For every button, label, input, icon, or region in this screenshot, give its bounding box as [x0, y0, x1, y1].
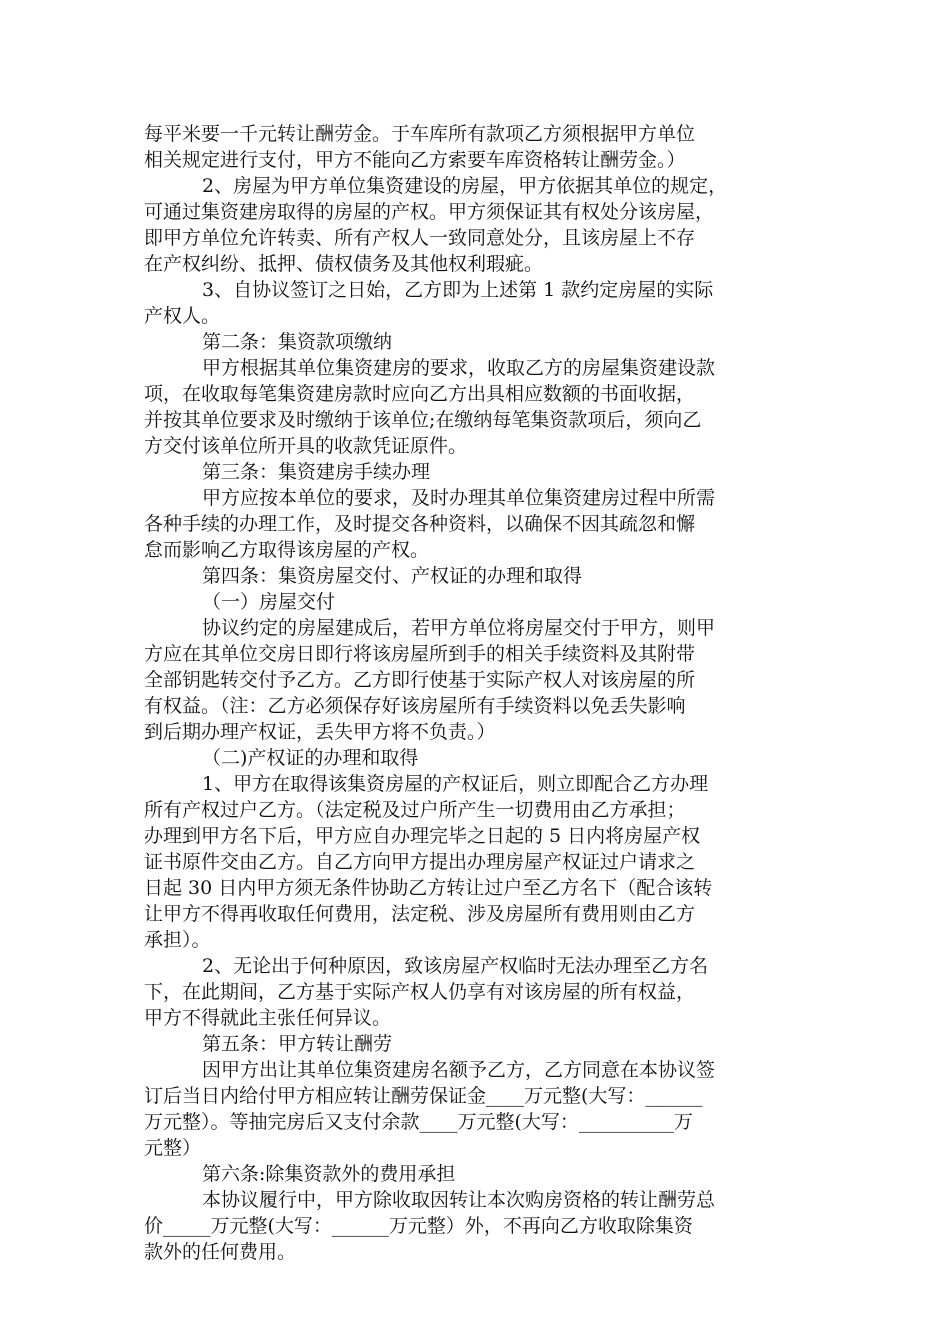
text-line: 款外的任何费用。: [144, 1241, 297, 1263]
text-line: 1、甲方在取得该集资房屋的产权证后，则立即配合乙方办理: [202, 773, 709, 795]
text-line: 每平米要一千元转让酬劳金。于车库所有款项乙方须根据甲方单位: [144, 123, 696, 145]
text-line: 全部钥匙转交付予乙方。乙方即行使基于实际产权人对该房屋的所: [144, 669, 696, 691]
text-line: 证书原件交由乙方。自乙方向甲方提出办理房屋产权证过户请求之: [144, 851, 696, 873]
text-line: 第二条：集资款项缴纳: [202, 331, 393, 353]
text-line: 相关规定进行支付，甲方不能向乙方索要车库资格转让酬劳金。）: [144, 149, 686, 171]
text-line: 订后当日内给付甲方相应转让酬劳保证金____万元整(大写：______: [144, 1085, 703, 1107]
text-line: 即甲方单位允许转卖、所有产权人一致同意处分，且该房屋上不存: [144, 227, 696, 249]
text-line: 并按其单位要求及时缴纳于该单位;在缴纳每笔集资款项后，须向乙: [144, 409, 702, 431]
text-line: 下，在此期间，乙方基于实际产权人仍享有对该房屋的所有权益，: [144, 981, 696, 1003]
text-line: 项，在收取每笔集资建房款时应向乙方出具相应数额的书面收据，: [144, 383, 696, 405]
text-line: 3、自协议签订之日始，乙方即为上述第 1 款约定房屋的实际: [202, 279, 714, 301]
text-line: 有权益。（注：乙方必须保存好该房屋所有手续资料以免丢失影响: [144, 695, 686, 717]
text-line: 办理到甲方名下后，甲方应自办理完毕之日起的 5 日内将房屋产权: [144, 825, 701, 847]
text-line: 2、无论出于何种原因，致该房屋产权临时无法办理至乙方名: [202, 955, 709, 977]
text-line: 甲方应按本单位的要求，及时办理其单位集资建房过程中所需: [202, 487, 716, 509]
text-line: 甲方根据其单位集资建房的要求，收取乙方的房屋集资建设款: [202, 357, 716, 379]
document-page: [144, 121, 808, 1265]
text-line: 第六条:除集资款外的费用承担: [202, 1163, 456, 1185]
text-line: 2、房屋为甲方单位集资建设的房屋，甲方依据其单位的规定，: [202, 175, 728, 197]
text-line: 因甲方出让其单位集资建房名额予乙方，乙方同意在本协议签: [202, 1059, 716, 1081]
text-line: 所有产权过户乙方。（法定税及过户所产生一切费用由乙方承担；: [144, 799, 686, 821]
text-line: 元整）: [144, 1137, 202, 1159]
text-line: 方应在其单位交房日即行将该房屋所到手的相关手续资料及其附带: [144, 643, 696, 665]
text-line: 方交付该单位所开具的收款凭证原件。: [144, 435, 468, 457]
text-line: （一）房屋交付: [202, 591, 336, 613]
text-line: 第四条：集资房屋交付、产权证的办理和取得: [202, 565, 583, 587]
text-line: 让甲方不得再收取任何费用，法定税、涉及房屋所有费用则由乙方: [144, 903, 696, 925]
text-line: 到后期办理产权证，丢失甲方将不负责。）: [144, 721, 496, 743]
text-line: 第三条：集资建房手续办理: [202, 461, 431, 483]
text-line: 各种手续的办理工作，及时提交各种资料，以确保不因其疏忽和懈: [144, 513, 696, 535]
text-line: 怠而影响乙方取得该房屋的产权。: [144, 539, 430, 561]
text-line: 第五条：甲方转让酬劳: [202, 1033, 393, 1055]
text-line: （二)产权证的办理和取得: [202, 747, 419, 769]
text-line: 本协议履行中，甲方除收取因转让本次购房资格的转让酬劳总: [202, 1189, 716, 1211]
text-line: 万元整）。等抽完房后又支付余款____万元整(大写：__________万: [144, 1111, 693, 1133]
text-line: 在产权纠纷、抵押、债权债务及其他权利瑕疵。: [144, 253, 544, 275]
text-line: 协议约定的房屋建成后，若甲方单位将房屋交付于甲方，则甲: [202, 617, 716, 639]
text-line: 价_____万元整(大写：______万元整）外，不再向乙方收取除集资: [144, 1215, 693, 1237]
text-line: 可通过集资建房取得的房屋的产权。甲方须保证其有权处分该房屋，: [144, 201, 715, 223]
text-line: 产权人。: [144, 305, 221, 327]
text-line: 承担）。: [144, 929, 211, 951]
text-line: 日起 30 日内甲方须无条件协助乙方转让过户至乙方名下（配合该转: [144, 877, 713, 899]
text-line: 甲方不得就此主张任何异议。: [144, 1007, 392, 1029]
